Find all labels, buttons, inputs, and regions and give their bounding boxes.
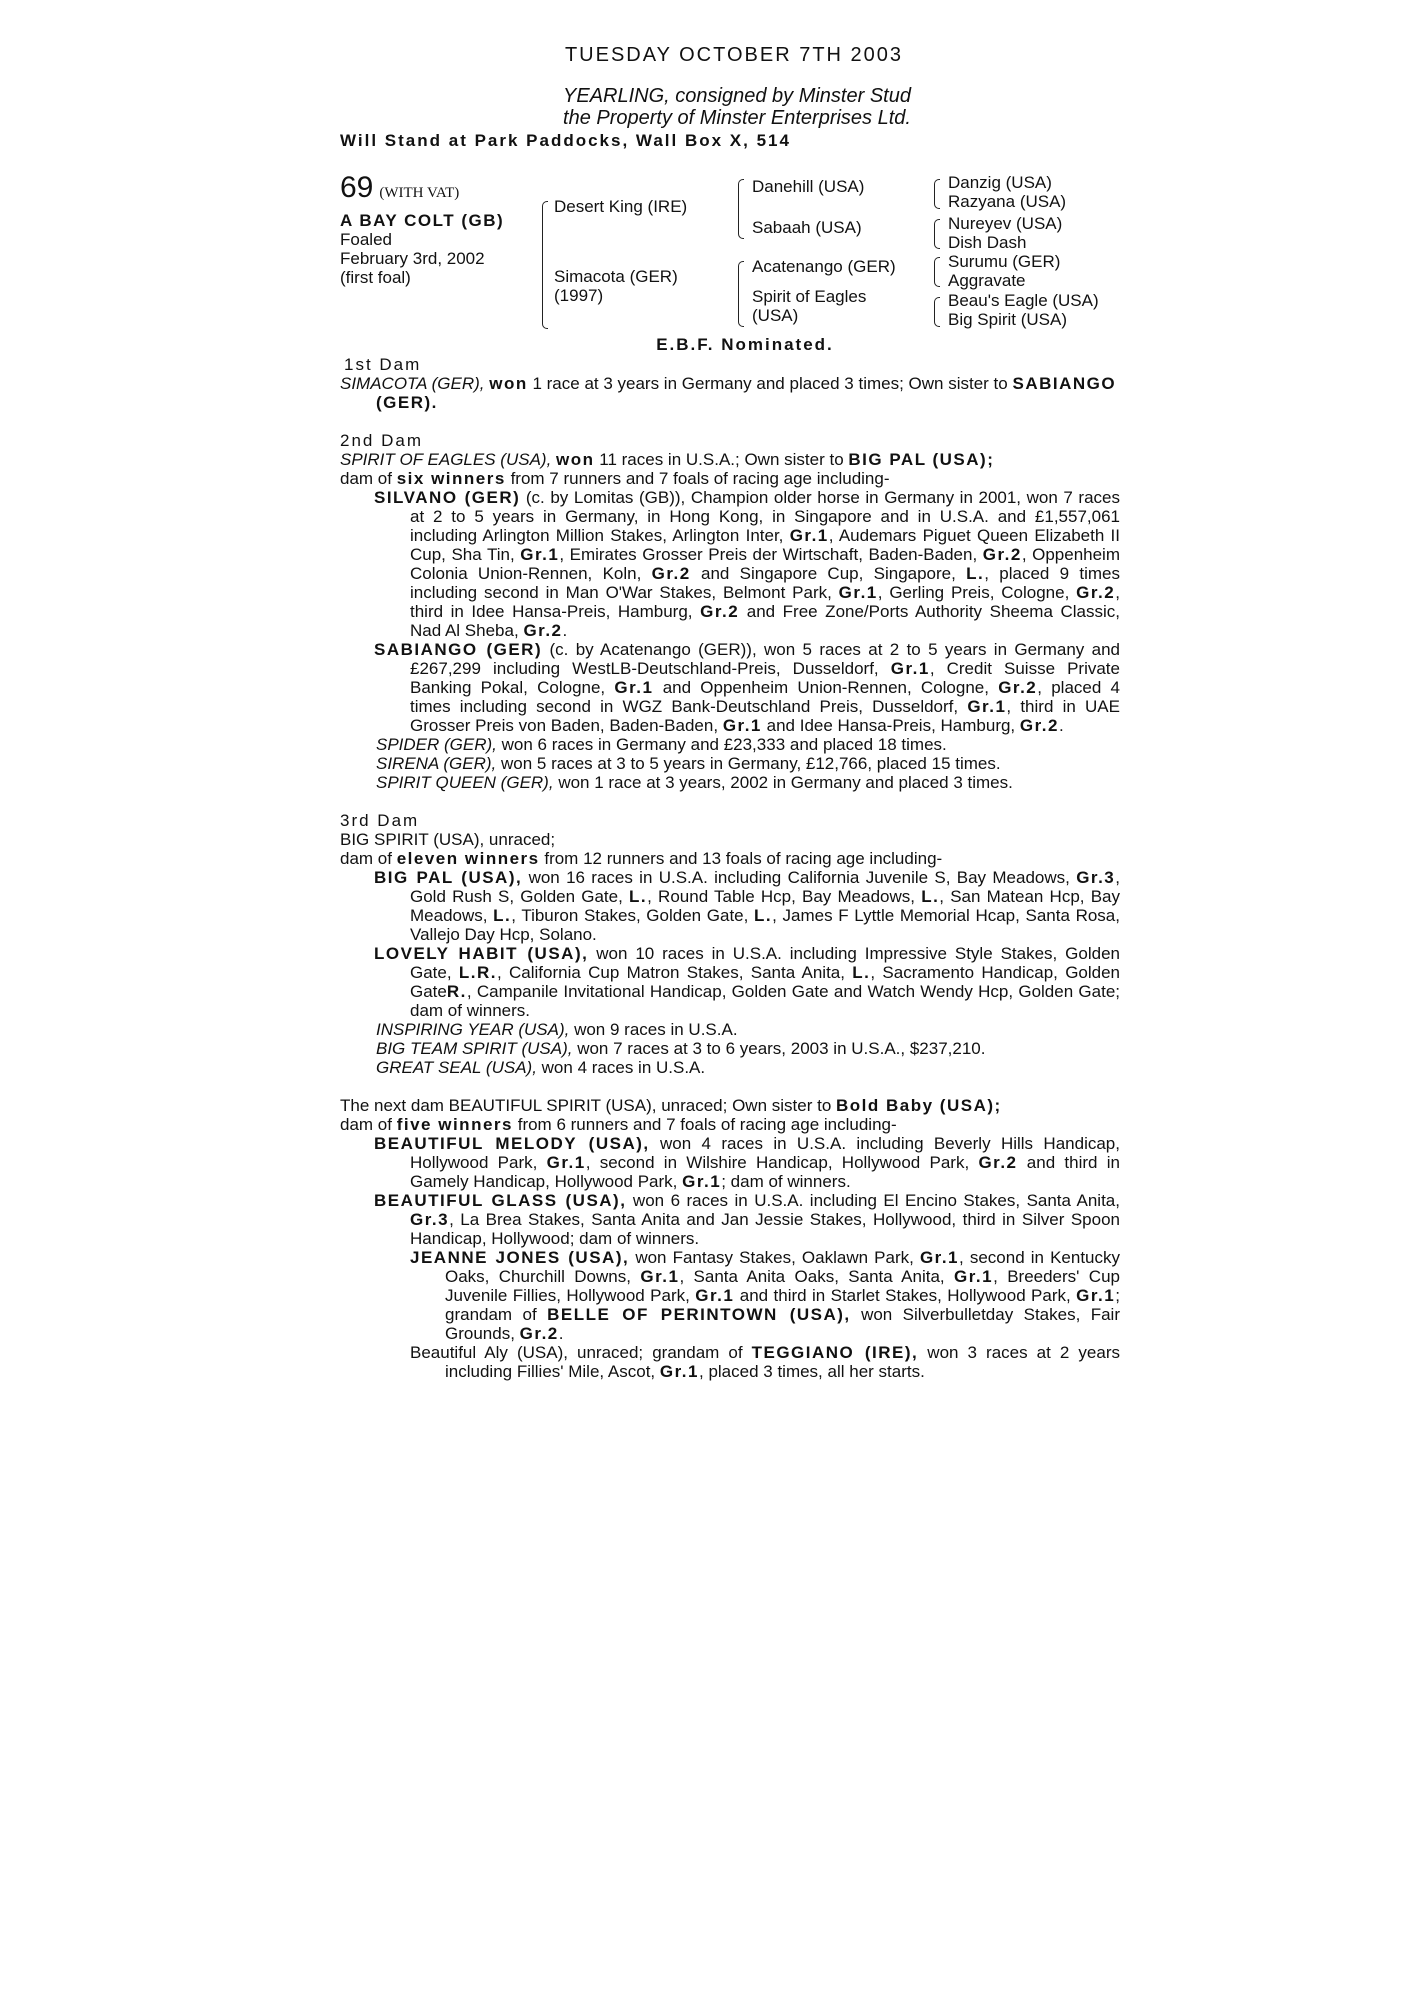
brace-ds xyxy=(934,257,940,287)
brace-sire xyxy=(738,179,744,239)
produce-beautiful-glass: BEAUTIFUL GLASS (USA), won 6 races in U.S.A. including El Encino Stakes, Santa Anita, Gr.3, La Brea Stakes, Santa Anita and Jan Jessie Stakes, Hollywood, third in Silver Spoon Handicap, Hollywood; dam of winners. xyxy=(374,1191,1120,1248)
lot-description xyxy=(340,211,504,287)
vat-note: (WITH VAT) xyxy=(379,185,460,201)
gen3-sdd: Dish Dash xyxy=(948,233,1027,252)
gen3-dss: Surumu (GER) xyxy=(948,252,1061,271)
property-line: the Property of Minster Enterprises Ltd. xyxy=(563,107,911,129)
foaled-label: Foaled xyxy=(340,230,392,249)
produce-big-pal: BIG PAL (USA), won 16 races in U.S.A. including California Juvenile S, Bay Meadows, Gr.3, Gold Rush S, Golden Gate, L., Round Table Hcp, Bay Meadows, L., San Matean Hcp, Bay Meadows, L., Tiburon Stakes, Golden Gate, L., James F Lyttle Memorial Hcap, Santa Rosa, Vallejo Day Hcp, Solano. xyxy=(374,868,1121,944)
produce-spirit-queen: SPIRIT QUEEN (GER), won 1 race at 3 years, 2002 in Germany and placed 3 times. xyxy=(376,773,1013,792)
first-dam-entry: SIMACOTA (GER), won 1 race at 3 years in Germany and placed 3 times; Own sister to SABIANGO (GER). xyxy=(340,374,1117,412)
brace-ss xyxy=(934,179,940,209)
first-dam-heading: 1st Dam xyxy=(344,355,422,374)
ebf-nominated: E.B.F. Nominated. xyxy=(656,335,834,354)
produce-sabiango: SABIANGO (GER) (c. by Acatenango (GER)), won 5 races at 2 to 5 years in Germany and £267,299 including WestLB-Deutschland-Preis, Dusseldorf, Gr.1, Credit Suisse Private Banking Pokal, Cologne, Gr.1 and Oppenheim Union-Rennen, Cologne, Gr.2, placed 4 times including second in WGZ Bank-Deutschland Preis, Dusseldorf, Gr.1, third in UAE Grosser Preis von Baden, Baden-Baden, Gr.1 and Idee Hansa-Preis, Hamburg, Gr.2. xyxy=(374,640,1120,735)
second-dam-produce: dam of six winners from 7 runners and 7 foals of racing age including- xyxy=(340,469,890,488)
consignor-block xyxy=(354,85,1120,129)
produce-lovely-habit: LOVELY HABIT (USA), won 10 races in U.S.A. including Impressive Style Stakes, Golden Gate, L.R., California Cup Matron Stakes, Santa Anita, L., Sacramento Handicap, Golden GateR., Campanile Invitational Handicap, Golden Gate and Watch Wendy Hcp, Golden Gate; dam of winners. xyxy=(374,944,1121,1020)
produce-beautiful-melody: BEAUTIFUL MELODY (USA), won 4 races in U.S.A. including Beverly Hills Handicap, Hollywood Park, Gr.1, second in Wilshire Handicap, Hollywood Park, Gr.2 and third in Gamely Handicap, Hollywood Park, Gr.1; dam of winners. xyxy=(374,1134,1120,1191)
lot-number: 69 (WITH VAT) xyxy=(340,171,460,204)
brace-dam xyxy=(738,261,744,327)
third-dam-produce: dam of eleven winners from 12 runners and 13 foals of racing age including- xyxy=(340,849,943,868)
brace-dd xyxy=(934,297,940,327)
produce-silvano: SILVANO (GER) (c. by Lomitas (GB)), Champion older horse in Germany in 2001, won 7 races at 2 to 5 years in Germany, in Hong Kong, in Singapore and in U.S.A. and £1,557,061 including Arlington Million Stakes, Arlington Inter, Gr.1, Audemars Piguet Queen Elizabeth II Cup, Sha Tin, Gr.1, Emirates Grosser Preis der Wirtschaft, Baden-Baden, Gr.2, Oppenheim Colonia Union-Rennen, Koln, Gr.2 and Singapore Cup, Singapore, L., placed 9 times including second in Man O'War Stakes, Belmont Park, Gr.1, Gerling Preis, Cologne, Gr.2, third in Idee Hansa-Preis, Hamburg, Gr.2 and Free Zone/Ports Authority Sheema Classic, Nad Al Sheba, Gr.2. xyxy=(374,488,1120,640)
dam-sire: Acatenango (GER) xyxy=(752,257,896,276)
produce-big-team-spirit: BIG TEAM SPIRIT (USA), won 7 races at 3 to 6 years, 2003 in U.S.A., $237,210. xyxy=(376,1039,986,1058)
colt-label: A BAY COLT (GB) xyxy=(340,211,505,230)
dam-line-text xyxy=(340,355,1120,1381)
produce-great-seal: GREAT SEAL (USA), won 4 races in U.S.A. xyxy=(376,1058,706,1077)
dam-dam: Spirit of Eagles (USA) xyxy=(752,287,867,325)
pedigree-table xyxy=(340,173,1120,331)
gen3-ssd: Razyana (USA) xyxy=(948,192,1067,211)
dam: Simacota (GER) (1997) xyxy=(554,267,678,305)
consignor-line: YEARLING, consigned by Minster Stud xyxy=(563,85,911,107)
third-dam-entry: BIG SPIRIT (USA), unraced; xyxy=(340,830,556,849)
third-dam-heading: 3rd Dam xyxy=(340,811,420,830)
produce-sirena: SIRENA (GER), won 5 races at 3 to 5 years in Germany, £12,766, placed 15 times. xyxy=(376,754,1001,773)
catalogue-page xyxy=(340,44,1120,1381)
produce-spider: SPIDER (GER), won 6 races in Germany and £23,333 and placed 18 times. xyxy=(376,735,947,754)
gen3-ddd: Big Spirit (USA) xyxy=(948,310,1068,329)
gen3-sss: Danzig (USA) xyxy=(948,173,1052,192)
brace-gen1 xyxy=(542,201,548,329)
next-dam-entry: The next dam BEAUTIFUL SPIRIT (USA), unraced; Own sister to Bold Baby (USA); xyxy=(340,1096,1002,1115)
sire-sire: Danehill (USA) xyxy=(752,177,865,196)
stand-location: Will Stand at Park Paddocks, Wall Box X, 514 xyxy=(340,131,791,150)
produce-jeanne-jones: JEANNE JONES (USA), won Fantasy Stakes, Oaklawn Park, Gr.1, second in Kentucky Oaks, Churchill Downs, Gr.1, Santa Anita Oaks, Santa Anita, Gr.1, Breeders' Cup Juvenile Fillies, Hollywood Park, Gr.1 and third in Starlet Stakes, Hollywood Park, Gr.1; grandam of BELLE OF PERINTOWN (USA), won Silverbulletday Stakes, Fair Grounds, Gr.2. xyxy=(410,1248,1120,1343)
second-dam-entry: SPIRIT OF EAGLES (USA), won 11 races in U.S.A.; Own sister to BIG PAL (USA); xyxy=(340,450,995,469)
sire-dam: Sabaah (USA) xyxy=(752,218,862,237)
gen3-dds: Beau's Eagle (USA) xyxy=(948,291,1099,310)
sire: Desert King (IRE) xyxy=(554,197,688,216)
sale-date: TUESDAY OCTOBER 7TH 2003 xyxy=(564,44,904,66)
second-dam-heading: 2nd Dam xyxy=(340,431,423,450)
foaled-date: February 3rd, 2002 xyxy=(340,249,485,268)
gen3-sds: Nureyev (USA) xyxy=(948,214,1063,233)
brace-sd xyxy=(934,219,940,249)
produce-inspiring-year: INSPIRING YEAR (USA), won 9 races in U.S.A. xyxy=(376,1020,738,1039)
foal-note: (first foal) xyxy=(340,268,411,287)
produce-beautiful-aly: Beautiful Aly (USA), unraced; grandam of TEGGIANO (IRE), won 3 races at 2 years including Fillies' Mile, Ascot, Gr.1, placed 3 times, all her starts. xyxy=(410,1343,1120,1381)
gen3-dsd: Aggravate xyxy=(948,271,1026,290)
next-dam-produce: dam of five winners from 6 runners and 7 foals of racing age including- xyxy=(340,1115,897,1134)
